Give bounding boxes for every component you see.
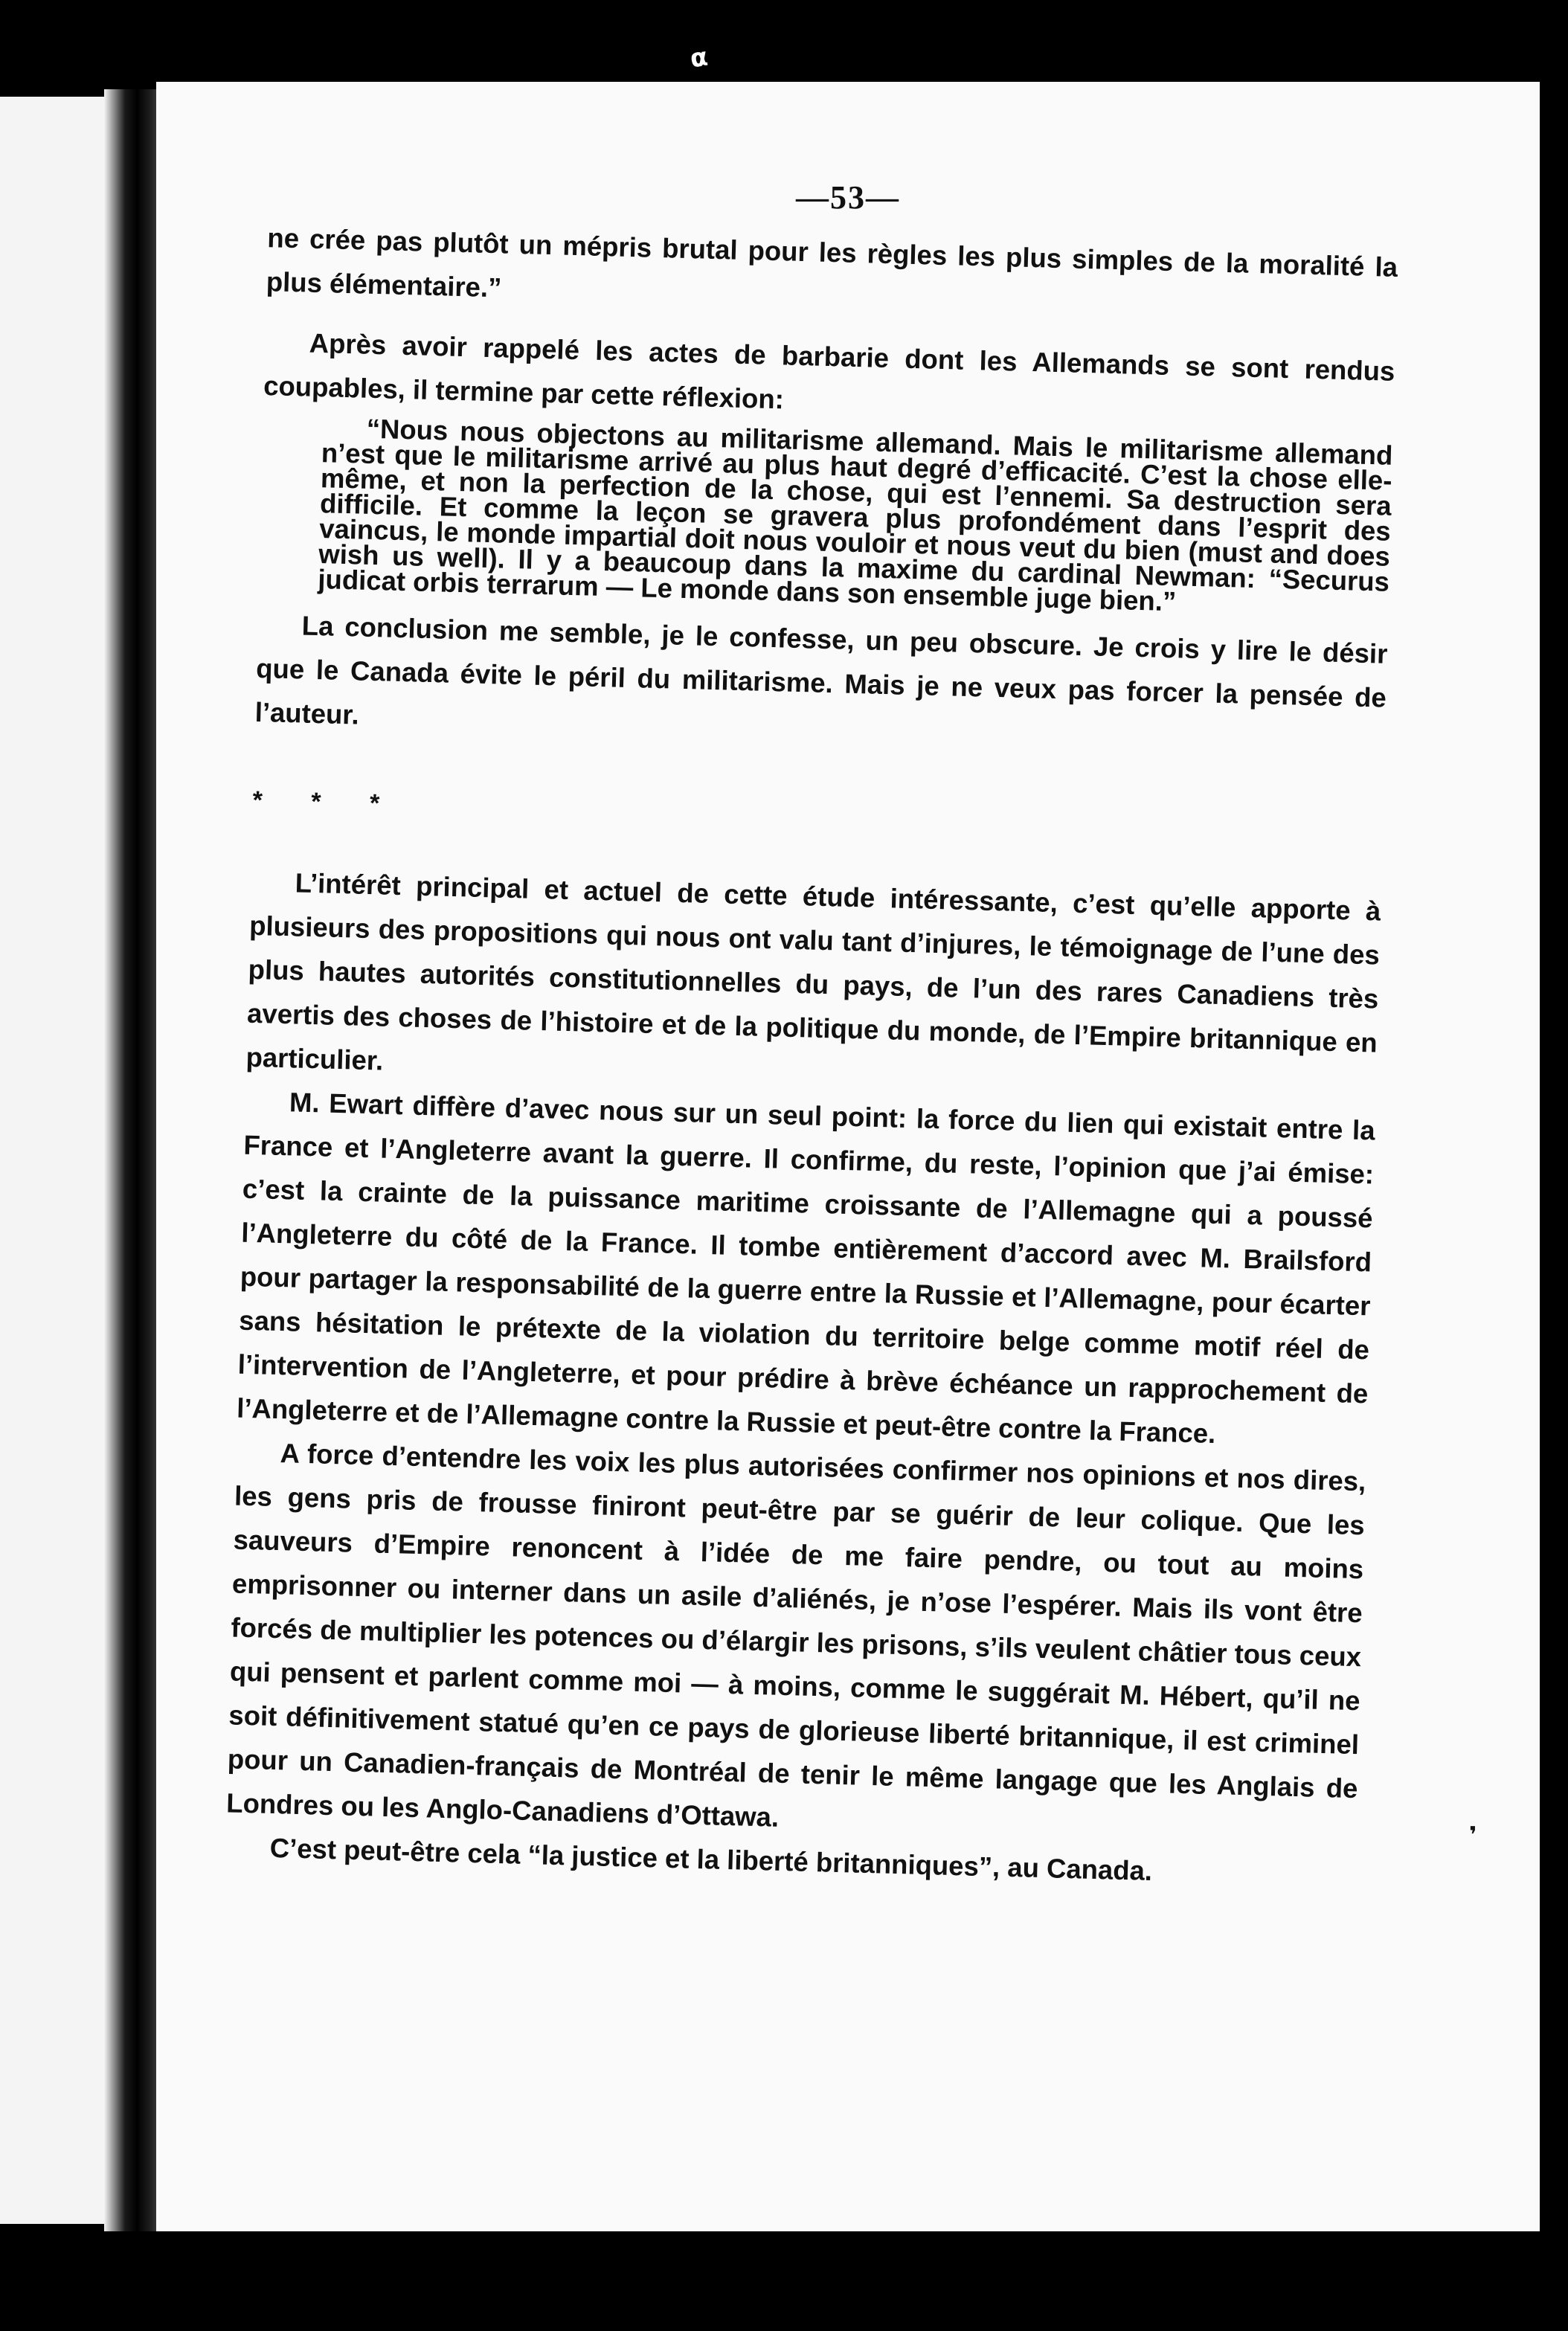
page-body — [225, 216, 1398, 1898]
paragraph-continuation: ne crée pas plutôt un mépris brutal pour les règles les plus simples de la moralité la plus élémentaire.” — [266, 222, 1398, 303]
paragraph-intro-quote: Après avoir rappelé les actes de barbarie dont les Allemands se sont rendus coupables, il termine par cette réflexion: — [263, 327, 1395, 415]
margin-mark: ❜ — [1469, 1822, 1477, 1848]
scan-mark: α — [688, 42, 710, 74]
paragraph-force: A force d’entendre les voix les plus autorisées confirmer nos opinions et nos dires, les gens pris de frousse finiront peut-être par se guérir de leur colique. Que les sauveurs d’Empire renoncent à l’idée de me faire pendre, ou tout au moins emprisonner ou interner dans un asile d’aliénés, je n’ose l’espérer. Mais ils vont être forcés de multiplier les potences ou d’élargir les prisons, s’ils veulent châtier tous ceux qui pensent et parlent comme moi — à moins, comme le suggérait M. Hébert, qu’il ne soit définitivement statué qu’en ce pays de glorieuse liberté britannique, il est criminel pour un Canadien-français de Montréal de tenir le même langage que les Anglais de Londres ou les Anglo-Canadiens d’Ottawa. — [225, 1438, 1366, 1833]
page-number: —53— — [796, 179, 900, 216]
section-separator: * * * — [252, 785, 401, 819]
paragraph-interet: L’intérêt principal et actuel de cette étude intéressante, c’est qu’elle apporte à plusieurs des propositions qui nous ont valu tant d’injures, le témoignage de l’une des plus hautes autorités constitutionnelles du pays, de l’un des rares Canadiens très avertis des choses de l’histoire et de la politique du monde, de l’Empire britannique en particulier. — [245, 867, 1381, 1076]
paragraph-ewart: M. Ewart diffère d’avec nous sur un seul point: la force du lien qui existait entre la France et l’Angleterre avant la guerre. Il confirme, du reste, l’opinion que j’ai émise: c’est la crainte de la puissance maritime croissante de l’Allemagne qui a poussé l’Angleterre du côté de la France. Il tombe entièrement d’accord avec M. Brailsford pour partager la responsabilité de la guerre entre la Russie et l’Allemagne, pour écarter sans hésitation le prétexte de la violation du territoire belge comme motif réel de l’intervention de l’Angleterre, et pour prédire à brève échéance un rapprochement de l’Angleterre et de l’Allemagne contre la Russie et peut-être contre la France. — [236, 1087, 1376, 1450]
paragraph-final: C’est peut-être cela “la justice et la liberté britanniques”, au Canada. — [269, 1832, 1153, 1886]
facing-page-edge — [0, 97, 112, 2224]
binding-gutter — [104, 89, 164, 2231]
block-quote: “Nous nous objectons au militarisme allemand. Mais le militarisme allemand n’est que le militarisme arrivé au plus haut degré d’efficacité. C’est la chose elle-même, et non la perfection de la chose, qui est l’ennemi. Sa destruction sera difficile. Et comme la leçon se gravera plus profondément dans l’esprit des vaincus, le monde impartial doit nous vouloir et nous veut du bien (must and does wish us well). Il y a beaucoup dans la maxime du cardinal Newman: “Securus judicat orbis terrarum — Le monde dans son ensemble juge bien.” — [317, 413, 1393, 617]
paragraph-conclusion: La conclusion me semble, je le confesse, un peu obscure. Je crois y lire le désir que le Canada évite le péril du militarisme. Mais je ne veux pas forcer la pensée de l’auteur. — [254, 610, 1388, 730]
document-page — [156, 82, 1540, 2231]
